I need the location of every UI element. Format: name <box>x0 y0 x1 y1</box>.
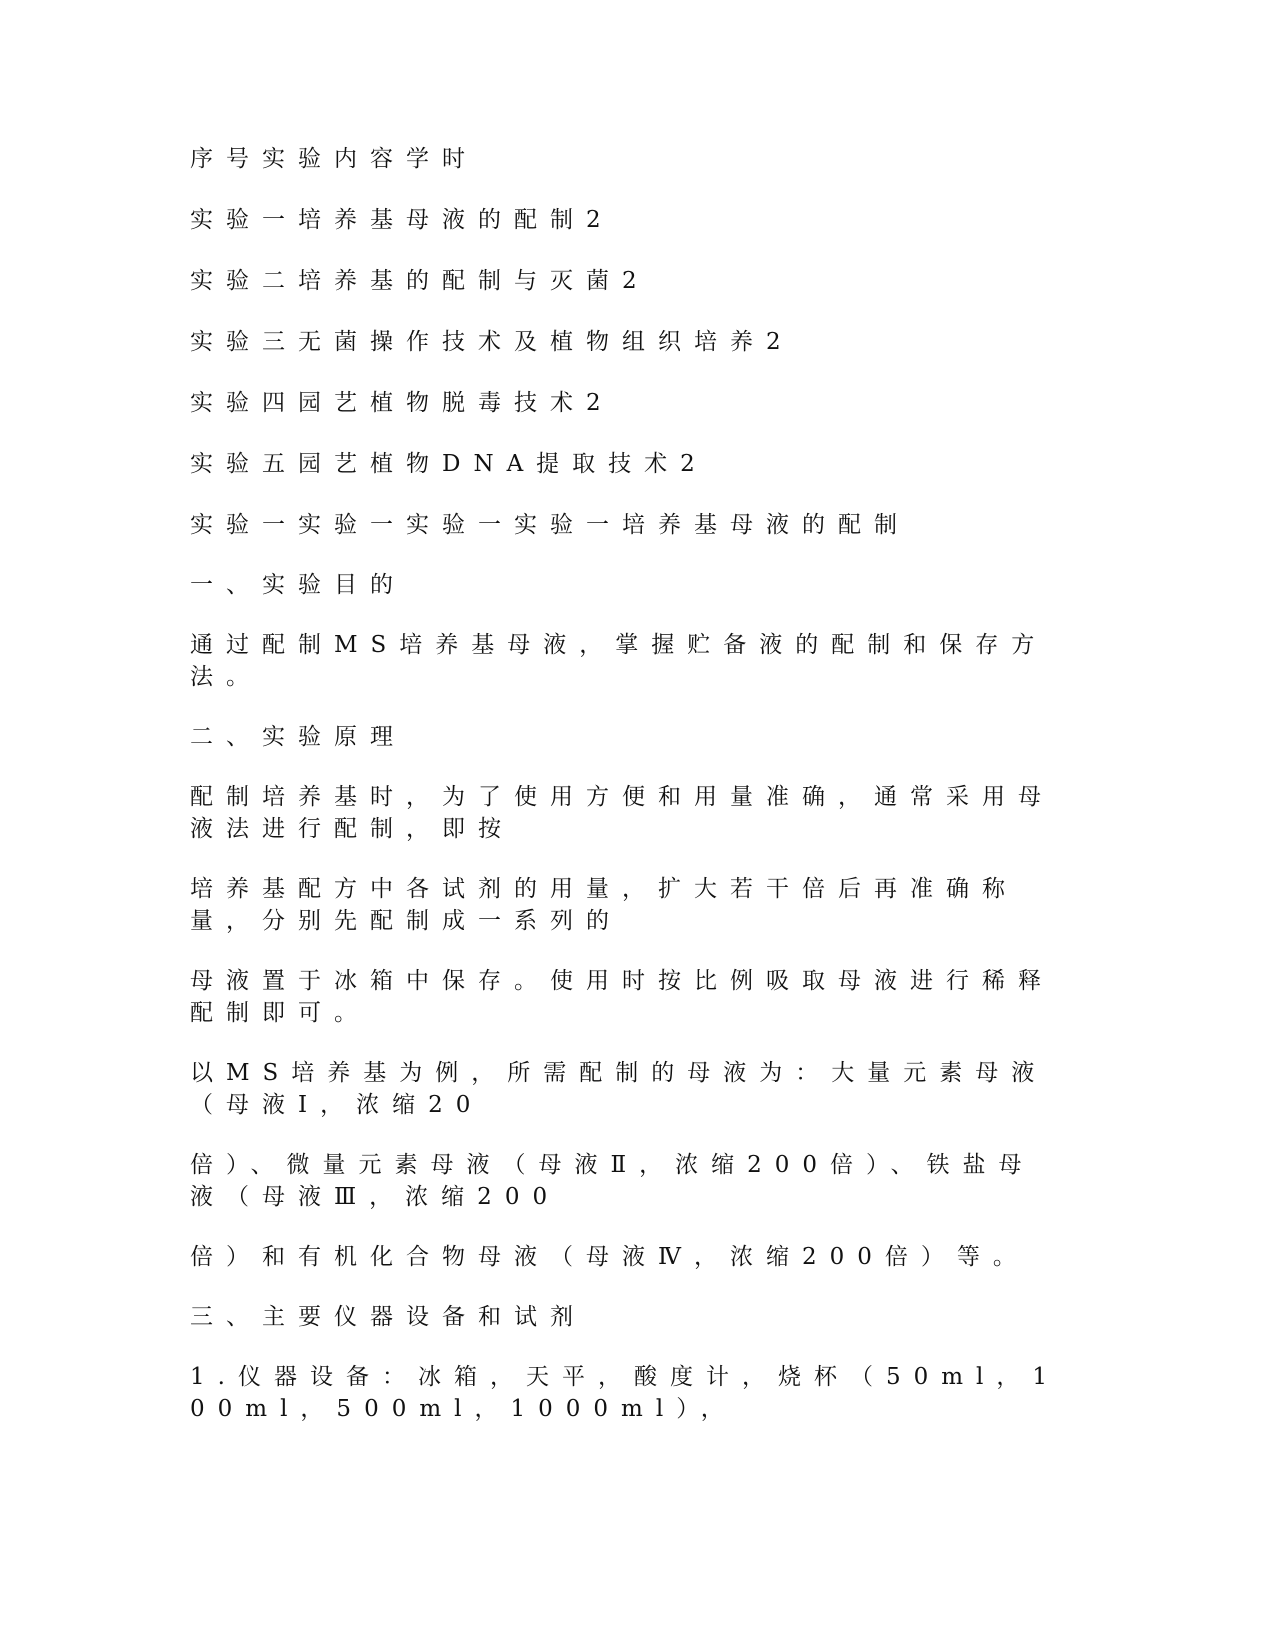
toc-header: 序号实验内容学时 <box>190 146 478 172</box>
section-2-paragraph-6: 倍）和有机化合物母液（母液Ⅳ，浓缩200倍）等。 <box>190 1244 1029 1270</box>
experiment-title: 实验一实验一实验一实验一培养基母液的配制 <box>190 512 910 538</box>
toc-item-1: 实验一培养基母液的配制2 <box>190 207 614 233</box>
toc-item-5: 实验五园艺植物DNA提取技术2 <box>190 451 708 477</box>
section-2-paragraph-1: 配制培养基时，为了使用方便和用量准确，通常采用母液法进行配制，即按 <box>190 784 1054 842</box>
section-2-paragraph-3: 母液置于冰箱中保存。使用时按比例吸取母液进行稀释配制即可。 <box>190 968 1054 1026</box>
section-2-paragraph-2: 培养基配方中各试剂的用量，扩大若干倍后再准确称量，分别先配制成一系列的 <box>190 876 1018 934</box>
toc-item-4: 实验四园艺植物脱毒技术2 <box>190 390 614 416</box>
section-2-paragraph-5: 倍）、微量元素母液（母液Ⅱ，浓缩200倍）、铁盐母液（母液Ⅲ，浓缩200 <box>190 1152 1035 1210</box>
section-2-heading: 二、实验原理 <box>190 724 406 750</box>
section-3-item-1: 1.仪器设备：冰箱，天平，酸度计，烧杯（50ml，100ml，500ml，1000ml）， <box>190 1364 1061 1422</box>
toc-item-3: 实验三无菌操作技术及植物组织培养2 <box>190 329 794 355</box>
section-2-paragraph-4: 以MS培养基为例，所需配制的母液为：大量元素母液（母液Ⅰ，浓缩20 <box>190 1060 1048 1118</box>
section-1-heading: 一、实验目的 <box>190 572 406 598</box>
toc-item-2: 实验二培养基的配制与灭菌2 <box>190 268 650 294</box>
section-1-text: 通过配制MS培养基母液，掌握贮备液的配制和保存方法。 <box>190 632 1048 690</box>
section-3-heading: 三、主要仪器设备和试剂 <box>190 1304 586 1330</box>
